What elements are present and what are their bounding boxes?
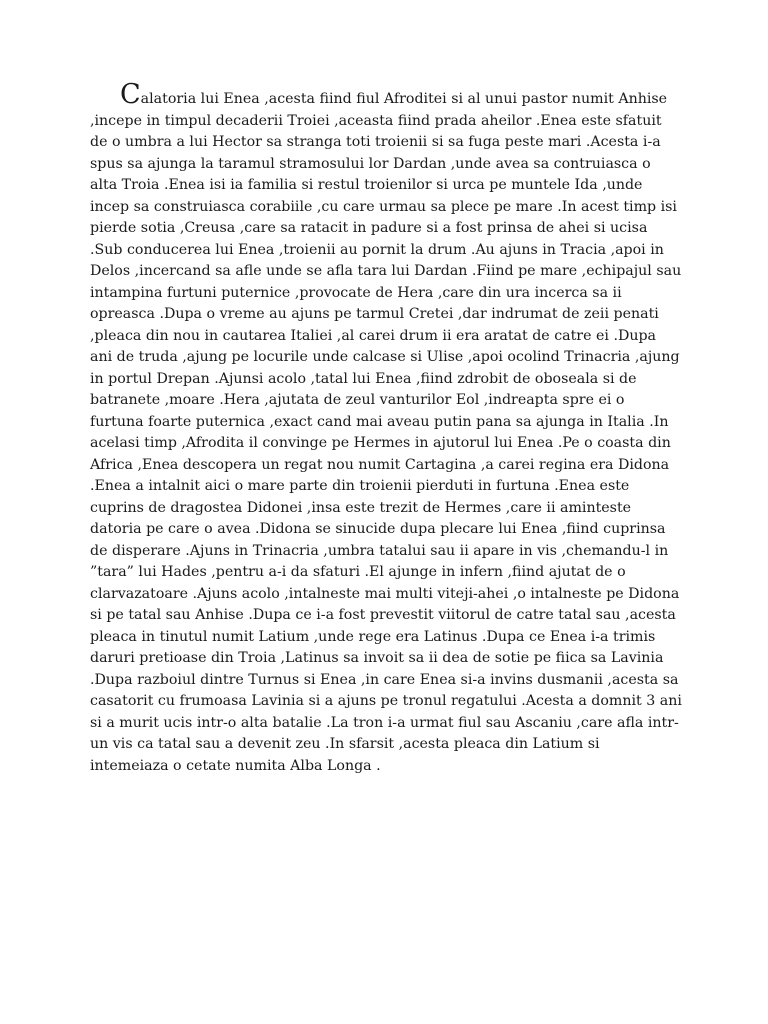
paragraph-text: alatoria lui Enea ,acesta fiind fiul Afroditei si al unui pastor numit Anhise ,incepe in timpul decaderii Troiei ,aceasta fiind prada aheilor .Enea este sfatuit de o umbra a lui Hector sa stranga toti troienii si sa fuga peste mari .Acesta i-a spus sa ajunga la taramul stramosului lor Dardan ,unde avea sa contruiasca o alta Troia .Enea isi ia familia si restul troienilor si urca pe muntele Ida ,unde incep sa construiasca corabiile ,cu care urmau sa plece pe mare .In acest timp isi pierde sotia ,Creusa ,care sa ratacit in padure si a fost prinsa de ahei si ucisa .Sub conducerea lui Enea ,troienii au pornit la drum .Au ajuns in Tracia ,apoi in Delos ,incercand sa afle unde se afla tara lui Dardan .Fiind pe mare ,echipajul sau intampina furtuni puternice ,provocate de Hera ,care din ura incerca sa ii opreasca .Dupa o vreme au ajuns pe tarmul Cretei ,dar indrumat de zeii penati ,pleaca din nou in cautarea Italiei ,al carei drum ii era aratat de catre ei .Dupa ani de truda ,ajung pe locurile unde calcase si Ulise ,apoi ocolind Trinacria ,ajung in portul Drepan .Ajunsi acolo ,tatal lui Enea ,fiind zdrobit de oboseala si de batranete ,moare .Hera ,ajutata de zeul vanturilor Eol ,indreapta spre ei o furtuna foarte puternica ,exact cand mai aveau putin pana sa ajunga in Italia .In acelasi timp ,Afrodita il convinge pe Hermes in ajutorul lui Enea .Pe o coasta din Africa ,Enea descopera un regat nou numit Cartagina ,a carei regina era Didona .Enea a intalnit aici o mare parte din troienii pierduti in furtuna .Enea este cuprins de dragostea Didonei ,insa este trezit de Hermes ,care ii aminteste datoria pe care o avea .Didona se sinucide dupa plecare lui Enea ,fiind cuprinsa de disperare .Ajuns in Trinacria ,umbra tatalui sau ii apare in vis ,chemandu-l in ”tara” lui Hades ,pentru a-i da sfaturi .El ajunge in infern ,fiind ajutat de o clarvazatoare .Ajuns acolo ,intalneste mai multi viteji-ahei ,o intalneste pe Didona si pe tatal sau Anhise .Dupa ce i-a fost prevestit viitorul de catre tatal sau ,acesta pleaca in tinutul numit Latium ,unde rege era Latinus .Dupa ce Enea i-a trimis daruri pretioase din Troia ,Latinus sa invoit sa ii dea de sotie pe fiica sa Lavinia .Dupa razboiul dintre Turnus si Enea ,in care Enea si-a invins dusmanii ,acesta sa casatorit cu frumoasa Lavinia si a ajuns pe tronul regatului .Acesta a domnit 3 ani si a murit ucis intr-o alta batalie .La tron i-a urmat fiul sau Ascaniu ,care afla intr-un vis ca tatal sau a devenit zeu .In sfarsit ,acesta pleaca din Latium si intemeiaza o cetate numita Alba Longa . <box>90 91 682 774</box>
body-paragraph <box>90 79 682 777</box>
initial-letter: C <box>120 79 141 110</box>
